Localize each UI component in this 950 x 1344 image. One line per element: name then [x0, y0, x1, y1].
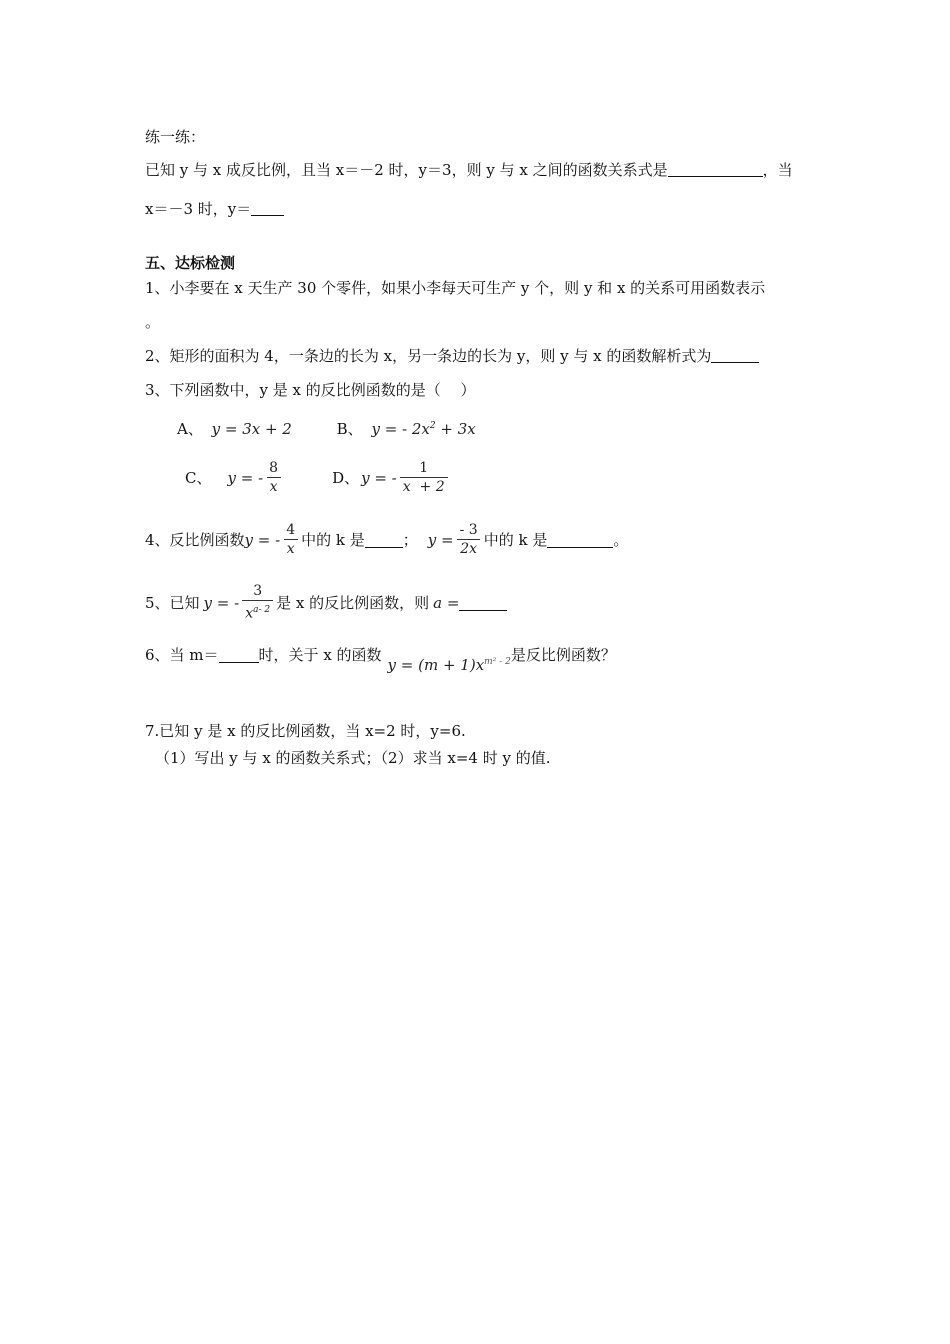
- option-d-fraction: [400, 460, 448, 496]
- option-c-label: C、: [185, 469, 212, 487]
- question-4-end: 。: [613, 531, 629, 549]
- question-1: 1、小李要在 x 天生产 30 个零件，如果小李每天可生产 y 个，则 y 和 x 的关系可用函数表示: [145, 279, 766, 297]
- question-7-subparts: （1）写出 y 与 x 的函数关系式；（2）求当 x=4 时 y 的值.: [155, 749, 551, 767]
- question-6-exponent: m² - 2: [484, 656, 511, 667]
- question-4-prefix: 4、反比例函数: [145, 531, 245, 549]
- option-c-numerator: 8: [269, 460, 279, 476]
- question-3: 3、下列函数中，y 是 x 的反比例函数的是（ ）: [145, 381, 476, 399]
- practice-text-2: x＝－3 时，y＝: [145, 200, 252, 218]
- option-d-denominator: x + 2: [400, 477, 448, 496]
- answer-blank[interactable]: [711, 347, 759, 363]
- question-5-denominator: [242, 600, 273, 623]
- question-4: [145, 520, 628, 560]
- question-3-options-ab: [177, 416, 476, 439]
- option-a-expression: y = 3x + 2: [211, 420, 292, 438]
- question-6-expression-base: y = (m + 1)x: [387, 655, 485, 674]
- answer-blank[interactable]: [365, 532, 403, 548]
- answer-blank[interactable]: [547, 532, 613, 548]
- question-6-expression: [388, 652, 511, 675]
- option-b-expression: [371, 420, 475, 438]
- option-c-prefix: y = -: [227, 469, 264, 487]
- option-c-denominator: x: [267, 477, 281, 496]
- question-5-prefix: 5、已知: [145, 594, 200, 612]
- question-5-denominator-exponent: a- 2: [253, 605, 271, 616]
- practice-line-1: [145, 160, 793, 180]
- question-5: [145, 582, 507, 624]
- question-4-expr2-prefix: y =: [427, 531, 454, 549]
- practice-text-1: 已知 y 与 x 成反比例，且当 x＝－2 时，y＝3，则 y 与 x 之间的函数关系式是: [145, 161, 668, 179]
- option-a-label: A、: [177, 420, 203, 438]
- option-d-label: D、: [332, 469, 360, 487]
- question-4-fraction-2-denominator: 2x: [457, 539, 480, 558]
- question-5-text: 是 x 的反比例函数，则: [276, 594, 430, 612]
- question-6: [145, 640, 616, 674]
- question-4-text-2: 中的 k 是: [483, 531, 548, 549]
- question-6-text: 时，关于 x 的函数: [258, 646, 382, 664]
- question-4-fraction-2-numerator: - 3: [459, 522, 478, 538]
- option-b-expr-prefix: y = - 2x: [371, 420, 430, 438]
- question-3-options-cd: [185, 458, 451, 498]
- option-b-expr-suffix: + 3x: [435, 420, 476, 438]
- question-1-end: 。: [145, 313, 161, 331]
- question-5-expr-prefix: y = -: [203, 594, 240, 612]
- question-4-expr1-prefix: y = -: [244, 531, 281, 549]
- answer-blank[interactable]: [668, 161, 763, 177]
- answer-blank[interactable]: [219, 647, 259, 663]
- practice-heading: 练一练：: [145, 128, 206, 146]
- option-d-prefix: y = -: [361, 469, 397, 487]
- option-b-exponent: 2: [429, 421, 436, 431]
- question-4-fraction-1-numerator: 4: [286, 522, 296, 538]
- section-title: 五、达标检测: [145, 254, 236, 272]
- question-2: [145, 346, 759, 366]
- option-b-label: B、: [336, 420, 363, 438]
- answer-blank[interactable]: [251, 200, 284, 216]
- question-6-end: 是反比例函数？: [510, 646, 616, 664]
- question-4-separator: ；: [402, 531, 418, 549]
- answer-blank[interactable]: [459, 595, 507, 611]
- practice-text-1-tail: ，当: [762, 161, 793, 179]
- question-4-fraction-1-denominator: x: [284, 539, 298, 558]
- question-7: 7.已知 y 是 x 的反比例函数，当 x=2 时，y=6.: [145, 722, 466, 740]
- question-5-variable: a =: [433, 594, 460, 612]
- question-5-denominator-base: x: [245, 605, 254, 622]
- question-4-fraction-2: [457, 522, 481, 558]
- practice-line-2: [145, 199, 284, 219]
- question-4-fraction-1: [283, 522, 298, 558]
- question-5-numerator: 3: [253, 583, 263, 600]
- option-d-numerator: 1: [419, 460, 429, 476]
- question-2-text: 2、矩形的面积为 4，一条边的长为 x，另一条边的长为 y，则 y 与 x 的函数解析式为: [145, 347, 712, 365]
- option-c-fraction: [266, 460, 281, 496]
- question-6-prefix: 6、当 m＝: [145, 646, 219, 664]
- question-4-text: 中的 k 是: [301, 531, 365, 549]
- question-5-fraction: [242, 583, 273, 623]
